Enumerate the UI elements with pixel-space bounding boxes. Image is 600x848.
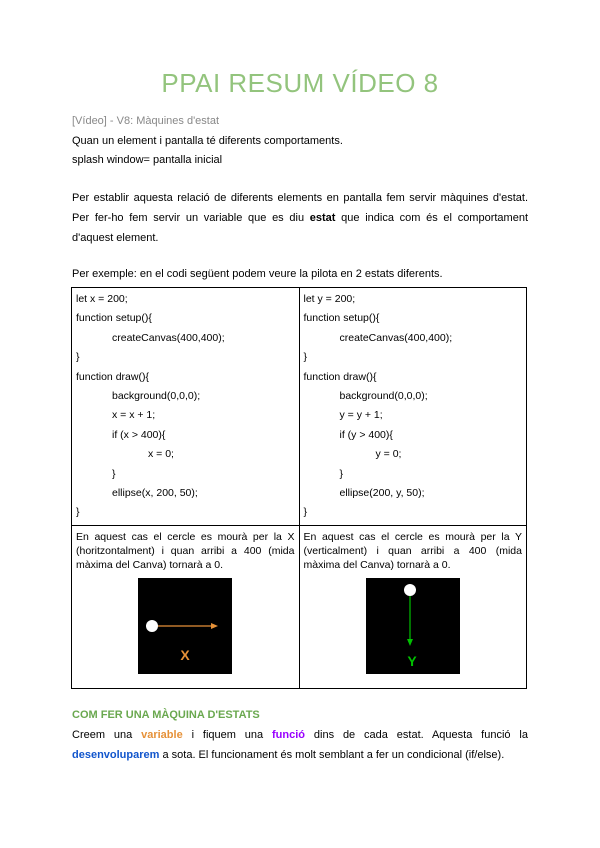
code-line: if (x > 400){ (112, 428, 166, 441)
horizontal-motion-illustration (138, 578, 232, 674)
code-line: createCanvas(400,400); (339, 331, 453, 344)
state-machine-paragraph (72, 188, 528, 248)
intro-line-2: splash window= pantalla inicial (72, 154, 223, 166)
code-line: let y = 200; (303, 293, 356, 305)
code-line: } (76, 351, 80, 364)
section-text-2: i fiquem una (182, 729, 273, 741)
description-x: En aquest cas el cercle es mourà per la X (horitzontalment) i quan arribi a 400 (mida màxima del Canva) tornarà a 0. (76, 530, 295, 571)
code-line: ellipse(200, y, 50); (339, 486, 425, 499)
code-line: y = 0; (375, 448, 402, 461)
keyword-funcio: funció (272, 729, 306, 741)
estat-keyword: estat (309, 212, 336, 224)
code-line: createCanvas(400,400); (112, 331, 225, 344)
code-line: background(0,0,0); (112, 389, 201, 402)
section-text-3: dins de cada estat. Aquesta funció la (305, 729, 528, 741)
code-line: if (y > 400){ (339, 428, 393, 441)
code-line: let x = 200; (76, 293, 128, 305)
code-line: } (339, 467, 344, 480)
code-line: function draw(){ (303, 370, 377, 383)
keyword-variable: variable (141, 729, 183, 741)
example-intro: Per exemple: en el codi següent podem veure la pilota en 2 estats diferents. (72, 268, 443, 280)
page-title: PPAI RESUM VÍDEO 8 (161, 68, 439, 98)
section-text-1: Creem una (72, 729, 142, 741)
code-line: x = x + 1; (112, 409, 156, 422)
code-line: function setup(){ (76, 312, 152, 325)
code-block-x (76, 290, 295, 523)
vertical-motion-illustration (366, 578, 460, 674)
description-y: En aquest cas el cercle es mourà per la Y (verticalment) i quan arribi a 400 (mida màxima del Canva) tornarà a 0. (303, 530, 522, 571)
code-comparison-table (71, 287, 527, 689)
code-line: y = y + 1; (339, 409, 383, 422)
ball (404, 584, 416, 596)
description-cell-right (299, 525, 527, 688)
code-line: ellipse(x, 200, 50); (112, 486, 198, 499)
intro-line-1: Quan un element i pantalla té diferents comportaments. (72, 135, 343, 147)
video-reference: [Vídeo] - V8: Màquines d'estat (72, 115, 220, 127)
code-line: } (76, 506, 80, 519)
section-paragraph (72, 725, 528, 765)
axis-label-y: Y (407, 652, 417, 669)
section-text-4: a sota. El funcionament és molt semblant a fer un condicional (if/else). (159, 749, 505, 761)
keyword-desenvoluparem: desenvoluparem (72, 749, 160, 761)
axis-label-x: X (180, 646, 190, 663)
paragraph-text-start: Per establir aquesta relació de diferents elements en pantalla fem servir màquines d'estat. Per fer-ho fem servir un variable que es diu (72, 192, 528, 224)
code-cell-left (72, 288, 300, 526)
code-line: background(0,0,0); (339, 389, 428, 402)
arrow-right-icon (211, 623, 218, 629)
section-heading: COM FER UNA MÀQUINA D'ESTATS (72, 709, 260, 721)
code-cell-right (299, 288, 527, 526)
code-line: } (303, 351, 308, 364)
code-line: } (303, 506, 308, 519)
canvas-preview-y (366, 578, 460, 674)
code-block-y (304, 290, 523, 523)
code-line: } (112, 467, 116, 480)
ball (146, 620, 158, 632)
canvas-preview-x (138, 578, 232, 674)
code-line: function draw(){ (76, 370, 149, 383)
arrow-down-icon (407, 639, 413, 646)
code-line: function setup(){ (303, 312, 380, 325)
paragraph-text-end: que indica com és el comportament d'aquest element. (72, 212, 528, 244)
code-line: x = 0; (148, 448, 174, 461)
description-cell-left (72, 525, 300, 688)
